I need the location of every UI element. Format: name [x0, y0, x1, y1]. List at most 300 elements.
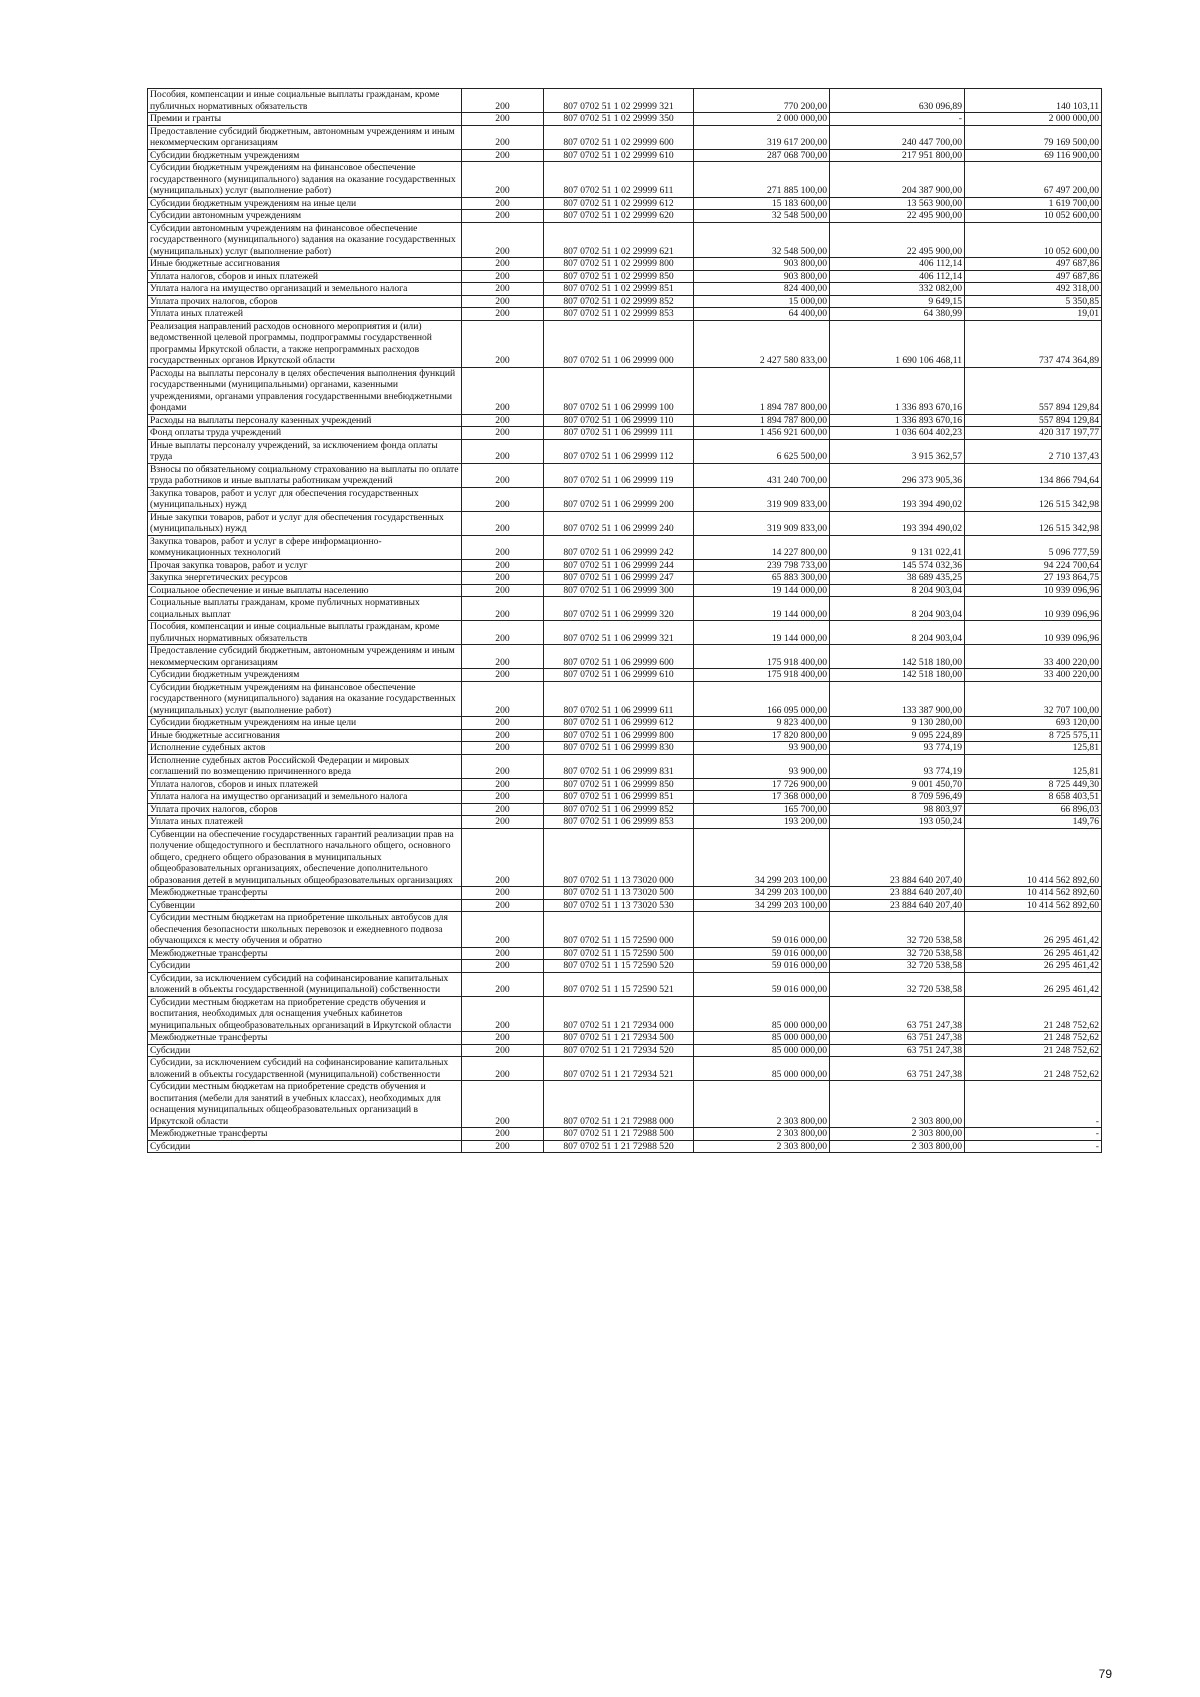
row-budget-code-cell: 807 0702 51 1 06 29999 321 [544, 621, 694, 645]
row-budget-code-cell: 807 0702 51 1 02 29999 321 [544, 89, 694, 113]
row-approved-amount-cell: 6 625 500,00 [694, 439, 830, 463]
table-row [148, 308, 1102, 321]
row-budget-code-cell: 807 0702 51 1 13 73020 500 [544, 887, 694, 900]
row-executed-amount-cell: 8 204 903,04 [830, 621, 965, 645]
row-approved-amount-cell: 15 000,00 [694, 295, 830, 308]
table-row [148, 729, 1102, 742]
row-executed-amount-cell: 142 518 180,00 [830, 669, 965, 682]
row-approved-amount-cell: 2 000 000,00 [694, 113, 830, 126]
row-name-cell: Субсидии [148, 1140, 462, 1153]
row-code-cell: 200 [462, 1081, 544, 1128]
table-row [148, 89, 1102, 113]
table-row [148, 511, 1102, 535]
row-unexecuted-amount-cell: 26 295 461,42 [965, 947, 1102, 960]
row-approved-amount-cell: 1 456 921 600,00 [694, 427, 830, 440]
row-approved-amount-cell: 59 016 000,00 [694, 947, 830, 960]
row-approved-amount-cell: 14 227 800,00 [694, 535, 830, 559]
row-budget-code-cell: 807 0702 51 1 21 72988 520 [544, 1140, 694, 1153]
row-budget-code-cell: 807 0702 51 1 02 29999 612 [544, 197, 694, 210]
row-executed-amount-cell: 32 720 538,58 [830, 960, 965, 973]
row-code-cell: 200 [462, 439, 544, 463]
row-executed-amount-cell: 63 751 247,38 [830, 1057, 965, 1081]
row-approved-amount-cell: 85 000 000,00 [694, 1044, 830, 1057]
row-executed-amount-cell: 133 387 900,00 [830, 681, 965, 717]
row-approved-amount-cell: 64 400,00 [694, 308, 830, 321]
row-name-cell: Межбюджетные трансферты [148, 1128, 462, 1141]
row-code-cell: 200 [462, 621, 544, 645]
row-code-cell: 200 [462, 270, 544, 283]
row-unexecuted-amount-cell: 693 120,00 [965, 717, 1102, 730]
row-name-cell: Уплата налога на имущество организаций и земельного налога [148, 283, 462, 296]
row-approved-amount-cell: 193 200,00 [694, 816, 830, 829]
row-executed-amount-cell: 1 036 604 402,23 [830, 427, 965, 440]
row-approved-amount-cell: 165 700,00 [694, 803, 830, 816]
table-row [148, 572, 1102, 585]
row-name-cell: Субсидии автономным учреждениям [148, 210, 462, 223]
row-code-cell: 200 [462, 367, 544, 414]
row-approved-amount-cell: 59 016 000,00 [694, 972, 830, 996]
row-budget-code-cell: 807 0702 51 1 15 72590 000 [544, 912, 694, 948]
row-unexecuted-amount-cell: 125,81 [965, 742, 1102, 755]
row-unexecuted-amount-cell: - [965, 1081, 1102, 1128]
row-executed-amount-cell: 2 303 800,00 [830, 1128, 965, 1141]
row-code-cell: 200 [462, 414, 544, 427]
row-executed-amount-cell: 3 915 362,57 [830, 439, 965, 463]
row-executed-amount-cell: 2 303 800,00 [830, 1081, 965, 1128]
row-code-cell: 200 [462, 222, 544, 258]
row-unexecuted-amount-cell: 21 248 752,62 [965, 1044, 1102, 1057]
row-name-cell: Субвенции на обеспечение государственных гарантий реализации прав на получение общедоступного и бесплатного начального общего, основного общего, среднего общего образования в муниципальных общеобразовательных организациях, обеспечение дополнительного образования детей в муниципальных общеобразовательных организациях [148, 828, 462, 887]
row-unexecuted-amount-cell: 69 116 900,00 [965, 149, 1102, 162]
row-budget-code-cell: 807 0702 51 1 06 29999 851 [544, 791, 694, 804]
row-code-cell: 200 [462, 258, 544, 271]
row-unexecuted-amount-cell: 67 497 200,00 [965, 162, 1102, 198]
row-unexecuted-amount-cell: 10 052 600,00 [965, 210, 1102, 223]
row-name-cell: Уплата прочих налогов, сборов [148, 295, 462, 308]
row-code-cell: 200 [462, 828, 544, 887]
row-code-cell: 200 [462, 816, 544, 829]
row-budget-code-cell: 807 0702 51 1 15 72590 520 [544, 960, 694, 973]
row-approved-amount-cell: 17 820 800,00 [694, 729, 830, 742]
row-budget-code-cell: 807 0702 51 1 21 72934 500 [544, 1032, 694, 1045]
row-executed-amount-cell: 9 131 022,41 [830, 535, 965, 559]
row-budget-code-cell: 807 0702 51 1 21 72934 520 [544, 1044, 694, 1057]
row-name-cell: Взносы по обязательному социальному страхованию на выплаты по оплате труда работников и иные выплаты работникам учреждений [148, 463, 462, 487]
row-approved-amount-cell: 85 000 000,00 [694, 1032, 830, 1045]
row-budget-code-cell: 807 0702 51 1 21 72934 521 [544, 1057, 694, 1081]
row-unexecuted-amount-cell: 33 400 220,00 [965, 645, 1102, 669]
row-code-cell: 200 [462, 899, 544, 912]
table-row [148, 439, 1102, 463]
row-executed-amount-cell: 296 373 905,36 [830, 463, 965, 487]
row-approved-amount-cell: 85 000 000,00 [694, 996, 830, 1032]
row-code-cell: 200 [462, 559, 544, 572]
row-code-cell: 200 [462, 1032, 544, 1045]
row-name-cell: Уплата налогов, сборов и иных платежей [148, 778, 462, 791]
row-approved-amount-cell: 85 000 000,00 [694, 1057, 830, 1081]
row-code-cell: 200 [462, 295, 544, 308]
table-row [148, 535, 1102, 559]
row-unexecuted-amount-cell: 32 707 100,00 [965, 681, 1102, 717]
row-approved-amount-cell: 59 016 000,00 [694, 960, 830, 973]
row-code-cell: 200 [462, 597, 544, 621]
row-executed-amount-cell: 64 380,99 [830, 308, 965, 321]
row-unexecuted-amount-cell: 8 725 449,30 [965, 778, 1102, 791]
row-budget-code-cell: 807 0702 51 1 21 72988 000 [544, 1081, 694, 1128]
table-row [148, 887, 1102, 900]
row-budget-code-cell: 807 0702 51 1 06 29999 831 [544, 754, 694, 778]
row-unexecuted-amount-cell: 26 295 461,42 [965, 960, 1102, 973]
row-approved-amount-cell: 2 427 580 833,00 [694, 320, 830, 367]
row-name-cell: Межбюджетные трансферты [148, 887, 462, 900]
row-name-cell: Субсидии [148, 960, 462, 973]
row-unexecuted-amount-cell: 1 619 700,00 [965, 197, 1102, 210]
row-name-cell: Субсидии местным бюджетам на приобретение средств обучения и воспитания (мебели для занятий в учебных классах), необходимых для оснащения муниципальных общеобразовательных организаций в Иркутской области [148, 1081, 462, 1128]
row-name-cell: Уплата иных платежей [148, 816, 462, 829]
row-name-cell: Предоставление субсидий бюджетным, автономным учреждениям и иным некоммерческим организациям [148, 125, 462, 149]
row-approved-amount-cell: 9 823 400,00 [694, 717, 830, 730]
row-executed-amount-cell: 204 387 900,00 [830, 162, 965, 198]
row-budget-code-cell: 807 0702 51 1 02 29999 350 [544, 113, 694, 126]
row-approved-amount-cell: 166 095 000,00 [694, 681, 830, 717]
table-row [148, 1044, 1102, 1057]
row-budget-code-cell: 807 0702 51 1 02 29999 851 [544, 283, 694, 296]
row-code-cell: 200 [462, 584, 544, 597]
row-budget-code-cell: 807 0702 51 1 06 29999 300 [544, 584, 694, 597]
row-code-cell: 200 [462, 778, 544, 791]
row-executed-amount-cell: 630 096,89 [830, 89, 965, 113]
row-executed-amount-cell: 1 336 893 670,16 [830, 414, 965, 427]
row-code-cell: 200 [462, 742, 544, 755]
row-approved-amount-cell: 824 400,00 [694, 283, 830, 296]
row-budget-code-cell: 807 0702 51 1 15 72590 500 [544, 947, 694, 960]
row-name-cell: Социальное обеспечение и иные выплаты населению [148, 584, 462, 597]
row-code-cell: 200 [462, 887, 544, 900]
row-name-cell: Уплата прочих налогов, сборов [148, 803, 462, 816]
row-unexecuted-amount-cell: 27 193 864,75 [965, 572, 1102, 585]
row-code-cell: 200 [462, 681, 544, 717]
row-name-cell: Субсидии бюджетным учреждениям на иные цели [148, 197, 462, 210]
page-number: 79 [1098, 1667, 1112, 1681]
row-unexecuted-amount-cell: 737 474 364,89 [965, 320, 1102, 367]
row-budget-code-cell: 807 0702 51 1 21 72934 000 [544, 996, 694, 1032]
row-budget-code-cell: 807 0702 51 1 06 29999 850 [544, 778, 694, 791]
row-code-cell: 200 [462, 754, 544, 778]
row-unexecuted-amount-cell: 140 103,11 [965, 89, 1102, 113]
row-name-cell: Субсидии, за исключением субсидий на софинансирование капитальных вложений в объекты государственной (муниципальной) собственности [148, 1057, 462, 1081]
row-unexecuted-amount-cell: 10 414 562 892,60 [965, 828, 1102, 887]
row-budget-code-cell: 807 0702 51 1 06 29999 830 [544, 742, 694, 755]
row-name-cell: Закупка товаров, работ и услуг в сфере информационно-коммуникационных технологий [148, 535, 462, 559]
row-unexecuted-amount-cell: 134 866 794,64 [965, 463, 1102, 487]
row-executed-amount-cell: 38 689 435,25 [830, 572, 965, 585]
table-row [148, 669, 1102, 682]
row-approved-amount-cell: 2 303 800,00 [694, 1081, 830, 1128]
row-unexecuted-amount-cell: 5 350,85 [965, 295, 1102, 308]
row-approved-amount-cell: 93 900,00 [694, 754, 830, 778]
row-executed-amount-cell: 8 709 596,49 [830, 791, 965, 804]
row-executed-amount-cell: 63 751 247,38 [830, 1032, 965, 1045]
row-unexecuted-amount-cell: 79 169 500,00 [965, 125, 1102, 149]
row-unexecuted-amount-cell: 557 894 129,84 [965, 367, 1102, 414]
row-approved-amount-cell: 15 183 600,00 [694, 197, 830, 210]
row-executed-amount-cell: 1 336 893 670,16 [830, 367, 965, 414]
row-name-cell: Субсидии бюджетным учреждениям [148, 669, 462, 682]
row-budget-code-cell: 807 0702 51 1 06 29999 320 [544, 597, 694, 621]
row-executed-amount-cell: 22 495 900,00 [830, 210, 965, 223]
row-executed-amount-cell: 8 204 903,04 [830, 584, 965, 597]
row-code-cell: 200 [462, 487, 544, 511]
row-approved-amount-cell: 319 909 833,00 [694, 487, 830, 511]
row-name-cell: Расходы на выплаты персоналу казенных учреждений [148, 414, 462, 427]
row-name-cell: Субсидии бюджетным учреждениям на финансовое обеспечение государственного (муниципального) задания на оказание государственных (муниципальных) услуг (выполнение работ) [148, 162, 462, 198]
table-row [148, 621, 1102, 645]
table-row [148, 559, 1102, 572]
row-unexecuted-amount-cell: 2 000 000,00 [965, 113, 1102, 126]
row-approved-amount-cell: 32 548 500,00 [694, 210, 830, 223]
row-unexecuted-amount-cell: 21 248 752,62 [965, 996, 1102, 1032]
row-budget-code-cell: 807 0702 51 1 06 29999 244 [544, 559, 694, 572]
row-name-cell: Субвенции [148, 899, 462, 912]
row-unexecuted-amount-cell: 2 710 137,43 [965, 439, 1102, 463]
row-budget-code-cell: 807 0702 51 1 06 29999 247 [544, 572, 694, 585]
row-code-cell: 200 [462, 729, 544, 742]
row-name-cell: Пособия, компенсации и иные социальные выплаты гражданам, кроме публичных нормативных обязательств [148, 89, 462, 113]
row-executed-amount-cell: 23 884 640 207,40 [830, 828, 965, 887]
row-executed-amount-cell: 22 495 900,00 [830, 222, 965, 258]
row-budget-code-cell: 807 0702 51 1 02 29999 611 [544, 162, 694, 198]
table-row [148, 222, 1102, 258]
row-executed-amount-cell: 63 751 247,38 [830, 996, 965, 1032]
table-row [148, 899, 1102, 912]
row-executed-amount-cell: 23 884 640 207,40 [830, 899, 965, 912]
row-unexecuted-amount-cell: 19,01 [965, 308, 1102, 321]
table-row [148, 816, 1102, 829]
row-unexecuted-amount-cell: 10 939 096,96 [965, 597, 1102, 621]
row-name-cell: Иные бюджетные ассигнования [148, 729, 462, 742]
row-executed-amount-cell: 93 774,19 [830, 754, 965, 778]
row-approved-amount-cell: 431 240 700,00 [694, 463, 830, 487]
row-executed-amount-cell: 9 095 224,89 [830, 729, 965, 742]
row-executed-amount-cell: - [830, 113, 965, 126]
row-name-cell: Субсидии, за исключением субсидий на софинансирование капитальных вложений в объекты государственной (муниципальной) собственности [148, 972, 462, 996]
row-name-cell: Пособия, компенсации и иные социальные выплаты гражданам, кроме публичных нормативных обязательств [148, 621, 462, 645]
row-executed-amount-cell: 9 649,15 [830, 295, 965, 308]
table-row [148, 778, 1102, 791]
row-unexecuted-amount-cell: 10 939 096,96 [965, 584, 1102, 597]
row-approved-amount-cell: 1 894 787 800,00 [694, 414, 830, 427]
row-approved-amount-cell: 1 894 787 800,00 [694, 367, 830, 414]
row-budget-code-cell: 807 0702 51 1 02 29999 600 [544, 125, 694, 149]
table-row [148, 149, 1102, 162]
row-budget-code-cell: 807 0702 51 1 06 29999 111 [544, 427, 694, 440]
table-row [148, 681, 1102, 717]
row-code-cell: 200 [462, 463, 544, 487]
row-code-cell: 200 [462, 717, 544, 730]
row-name-cell: Субсидии местным бюджетам на приобретение средств обучения и воспитания, необходимых для оснащения учебных кабинетов муниципальных общеобразовательных организаций в Иркутской области [148, 996, 462, 1032]
row-approved-amount-cell: 239 798 733,00 [694, 559, 830, 572]
table-row [148, 463, 1102, 487]
row-budget-code-cell: 807 0702 51 1 02 29999 853 [544, 308, 694, 321]
row-code-cell: 200 [462, 947, 544, 960]
row-approved-amount-cell: 903 800,00 [694, 258, 830, 271]
table-row [148, 597, 1102, 621]
row-budget-code-cell: 807 0702 51 1 06 29999 853 [544, 816, 694, 829]
table-row [148, 803, 1102, 816]
row-executed-amount-cell: 193 394 490,02 [830, 511, 965, 535]
row-unexecuted-amount-cell: 94 224 700,64 [965, 559, 1102, 572]
table-row [148, 162, 1102, 198]
table-row [148, 1140, 1102, 1153]
row-code-cell: 200 [462, 283, 544, 296]
row-executed-amount-cell: 32 720 538,58 [830, 947, 965, 960]
table-row [148, 125, 1102, 149]
row-budget-code-cell: 807 0702 51 1 06 29999 112 [544, 439, 694, 463]
row-name-cell: Субсидии [148, 1044, 462, 1057]
table-body [148, 89, 1102, 1153]
row-unexecuted-amount-cell: 492 318,00 [965, 283, 1102, 296]
row-approved-amount-cell: 34 299 203 100,00 [694, 887, 830, 900]
table-row [148, 584, 1102, 597]
row-budget-code-cell: 807 0702 51 1 02 29999 850 [544, 270, 694, 283]
row-budget-code-cell: 807 0702 51 1 06 29999 200 [544, 487, 694, 511]
row-unexecuted-amount-cell: 497 687,86 [965, 270, 1102, 283]
table-row [148, 717, 1102, 730]
row-name-cell: Фонд оплаты труда учреждений [148, 427, 462, 440]
row-name-cell: Уплата налогов, сборов и иных платежей [148, 270, 462, 283]
row-code-cell: 200 [462, 89, 544, 113]
row-code-cell: 200 [462, 210, 544, 223]
row-unexecuted-amount-cell: 21 248 752,62 [965, 1032, 1102, 1045]
row-approved-amount-cell: 175 918 400,00 [694, 669, 830, 682]
table-row [148, 1057, 1102, 1081]
row-approved-amount-cell: 34 299 203 100,00 [694, 899, 830, 912]
row-approved-amount-cell: 17 726 900,00 [694, 778, 830, 791]
row-executed-amount-cell: 63 751 247,38 [830, 1044, 965, 1057]
row-budget-code-cell: 807 0702 51 1 06 29999 800 [544, 729, 694, 742]
table-row [148, 113, 1102, 126]
row-unexecuted-amount-cell: 26 295 461,42 [965, 972, 1102, 996]
table-row [148, 960, 1102, 973]
row-budget-code-cell: 807 0702 51 1 02 29999 610 [544, 149, 694, 162]
table-row [148, 258, 1102, 271]
row-unexecuted-amount-cell: 125,81 [965, 754, 1102, 778]
row-name-cell: Закупка товаров, работ и услуг для обеспечения государственных (муниципальных) нужд [148, 487, 462, 511]
row-code-cell: 200 [462, 669, 544, 682]
table-row [148, 791, 1102, 804]
row-name-cell: Субсидии автономным учреждениям на финансовое обеспечение государственного (муниципального) задания на оказание государственных (муниципальных) услуг (выполнение работ) [148, 222, 462, 258]
row-name-cell: Иные выплаты персоналу учреждений, за исключением фонда оплаты труда [148, 439, 462, 463]
row-code-cell: 200 [462, 996, 544, 1032]
row-code-cell: 200 [462, 803, 544, 816]
row-approved-amount-cell: 17 368 000,00 [694, 791, 830, 804]
row-executed-amount-cell: 332 082,00 [830, 283, 965, 296]
row-code-cell: 200 [462, 535, 544, 559]
row-name-cell: Субсидии бюджетным учреждениям [148, 149, 462, 162]
row-executed-amount-cell: 8 204 903,04 [830, 597, 965, 621]
row-name-cell: Субсидии бюджетным учреждениям на иные цели [148, 717, 462, 730]
row-name-cell: Иные бюджетные ассигнования [148, 258, 462, 271]
table-row [148, 947, 1102, 960]
row-code-cell: 200 [462, 511, 544, 535]
table-row [148, 270, 1102, 283]
row-name-cell: Прочая закупка товаров, работ и услуг [148, 559, 462, 572]
row-code-cell: 200 [462, 125, 544, 149]
row-code-cell: 200 [462, 1057, 544, 1081]
row-unexecuted-amount-cell: 66 896,03 [965, 803, 1102, 816]
row-approved-amount-cell: 287 068 700,00 [694, 149, 830, 162]
row-unexecuted-amount-cell: 10 414 562 892,60 [965, 899, 1102, 912]
table-row [148, 828, 1102, 887]
row-code-cell: 200 [462, 960, 544, 973]
row-approved-amount-cell: 271 885 100,00 [694, 162, 830, 198]
table-row [148, 754, 1102, 778]
row-code-cell: 200 [462, 791, 544, 804]
row-approved-amount-cell: 175 918 400,00 [694, 645, 830, 669]
row-executed-amount-cell: 98 803,97 [830, 803, 965, 816]
row-approved-amount-cell: 19 144 000,00 [694, 621, 830, 645]
row-code-cell: 200 [462, 320, 544, 367]
row-name-cell: Реализация направлений расходов основного мероприятия и (или) ведомственной целевой программы, подпрограммы государственной программы Иркутской области, а также непрограммных расходов государственных органов Иркутской области [148, 320, 462, 367]
row-code-cell: 200 [462, 427, 544, 440]
row-approved-amount-cell: 19 144 000,00 [694, 584, 830, 597]
row-name-cell: Социальные выплаты гражданам, кроме публичных нормативных социальных выплат [148, 597, 462, 621]
row-code-cell: 200 [462, 912, 544, 948]
table-row [148, 210, 1102, 223]
row-executed-amount-cell: 32 720 538,58 [830, 912, 965, 948]
row-approved-amount-cell: 65 883 300,00 [694, 572, 830, 585]
row-approved-amount-cell: 2 303 800,00 [694, 1128, 830, 1141]
row-executed-amount-cell: 193 394 490,02 [830, 487, 965, 511]
row-name-cell: Межбюджетные трансферты [148, 1032, 462, 1045]
row-unexecuted-amount-cell: 26 295 461,42 [965, 912, 1102, 948]
table-row [148, 414, 1102, 427]
table-row [148, 487, 1102, 511]
row-name-cell: Исполнение судебных актов [148, 742, 462, 755]
row-budget-code-cell: 807 0702 51 1 13 73020 530 [544, 899, 694, 912]
row-code-cell: 200 [462, 308, 544, 321]
row-approved-amount-cell: 93 900,00 [694, 742, 830, 755]
row-name-cell: Иные закупки товаров, работ и услуг для обеспечения государственных (муниципальных) нужд [148, 511, 462, 535]
row-unexecuted-amount-cell: 149,76 [965, 816, 1102, 829]
row-budget-code-cell: 807 0702 51 1 02 29999 800 [544, 258, 694, 271]
row-executed-amount-cell: 145 574 032,36 [830, 559, 965, 572]
row-unexecuted-amount-cell: 10 414 562 892,60 [965, 887, 1102, 900]
row-executed-amount-cell: 406 112,14 [830, 270, 965, 283]
row-unexecuted-amount-cell: - [965, 1128, 1102, 1141]
budget-execution-table [147, 88, 1102, 1153]
row-executed-amount-cell: 9 001 450,70 [830, 778, 965, 791]
table-row [148, 996, 1102, 1032]
row-unexecuted-amount-cell: 8 725 575,11 [965, 729, 1102, 742]
row-name-cell: Субсидии бюджетным учреждениям на финансовое обеспечение государственного (муниципального) задания на оказание государственных (муниципальных) услуг (выполнение работ) [148, 681, 462, 717]
row-executed-amount-cell: 2 303 800,00 [830, 1140, 965, 1153]
row-code-cell: 200 [462, 197, 544, 210]
row-executed-amount-cell: 1 690 106 468,11 [830, 320, 965, 367]
row-budget-code-cell: 807 0702 51 1 06 29999 852 [544, 803, 694, 816]
row-executed-amount-cell: 93 774,19 [830, 742, 965, 755]
row-budget-code-cell: 807 0702 51 1 06 29999 110 [544, 414, 694, 427]
row-executed-amount-cell: 13 563 900,00 [830, 197, 965, 210]
row-budget-code-cell: 807 0702 51 1 21 72988 500 [544, 1128, 694, 1141]
row-executed-amount-cell: 142 518 180,00 [830, 645, 965, 669]
row-budget-code-cell: 807 0702 51 1 02 29999 852 [544, 295, 694, 308]
row-name-cell: Субсидии местным бюджетам на приобретение школьных автобусов для обеспечения безопасности школьных перевозок и ежедневного подвоза обучающихся к месту обучения и обратно [148, 912, 462, 948]
table-row [148, 645, 1102, 669]
row-approved-amount-cell: 32 548 500,00 [694, 222, 830, 258]
row-code-cell: 200 [462, 645, 544, 669]
row-approved-amount-cell: 319 909 833,00 [694, 511, 830, 535]
